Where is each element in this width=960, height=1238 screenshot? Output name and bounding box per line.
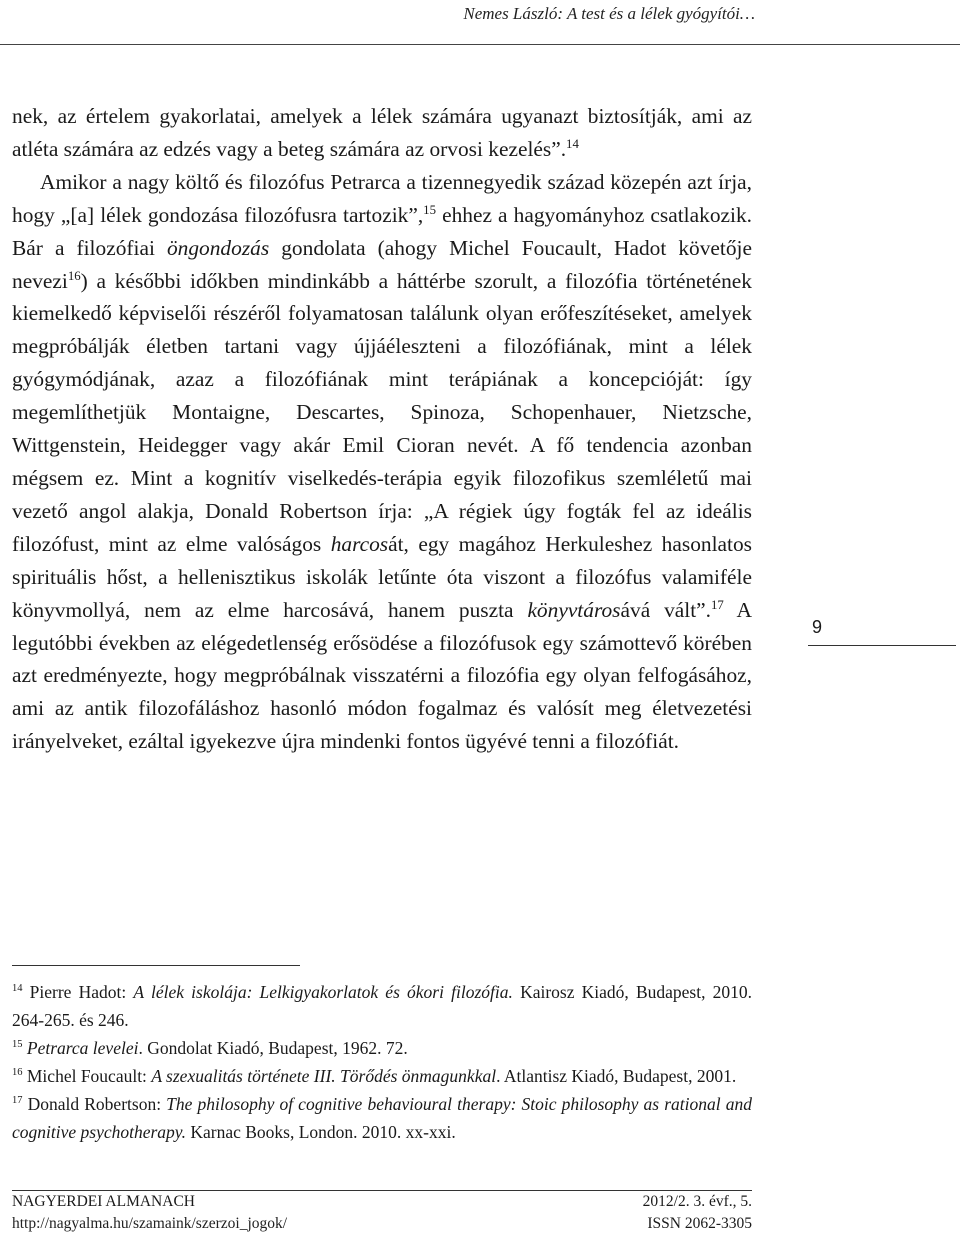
- paragraph-text: ) a későbbi időkben mindinkább a háttérbe szorult, a filozófia történetének kiemelkedő képviselői részéről folyamatosan találunk olyan erőfeszítéseket, amelyek megpróbálják életben tartani vagy újjáéleszteni a filozófiának, mint a lélek gyógymódjának, azaz a filozófiának mint terápiának a koncepcióját: így megemlíthetjük Montaigne, Descartes, Spinoza, Schopenhauer, Nietzsche, Wittgenstein, Heidegger vagy akár Emil Cioran nevét. A fő tendencia azonban mégsem ez. Mint a kognitív viselkedés-terápia egyik filozofikus szemléletű mai vezető angol alakja, Donald Robertson írja: „A régiek úgy fogták fel az ideális filozófust, mint az elme valóságos: [12, 268, 752, 556]
- footer-divider: [12, 1190, 752, 1191]
- paragraph-text: ehhez a hagyományhoz csatlakozik. Bár a filozófiai: [12, 202, 752, 260]
- footnote-16: [12, 1062, 752, 1090]
- footnote-text: . Atlantisz Kiadó, Budapest, 2001.: [496, 1066, 737, 1086]
- publication-name: NAGYERDEI ALMANACH: [12, 1193, 195, 1210]
- issn: ISSN 2062-3305: [647, 1215, 752, 1232]
- footnote-ref-17[interactable]: 17: [711, 597, 724, 612]
- footnote-text: Karnac Books, London. 2010. xx-xxi.: [185, 1122, 456, 1142]
- paragraph-text: ává vált”.: [620, 597, 711, 622]
- page-number: 9: [812, 617, 823, 637]
- footnote-number: 14: [12, 983, 23, 995]
- footnote-title: A szexualitás története III. Törődés önmagunkkal: [151, 1066, 497, 1086]
- footnotes: [12, 978, 752, 1146]
- footnote-text: Pierre Hadot:: [22, 982, 134, 1002]
- footnote-text: Donald Robertson:: [22, 1094, 167, 1114]
- footnote-title: A lélek iskolája: Lelkigyakorlatok és ókori filozófia.: [133, 982, 513, 1002]
- footnote-ref-14[interactable]: 14: [566, 136, 579, 151]
- italic-term: harcos: [330, 531, 389, 556]
- paragraph-continuation: [12, 100, 752, 166]
- italic-term: öngondozás: [166, 235, 270, 260]
- footnote-number: 17: [12, 1095, 23, 1107]
- footnote-14: [12, 978, 752, 1034]
- footnote-ref-15[interactable]: 15: [423, 202, 436, 217]
- copyright-link[interactable]: http://nagyalma.hu/szamaink/szerzoi_jogok/: [12, 1215, 288, 1232]
- footnote-text: Michel Foucault:: [22, 1066, 152, 1086]
- paragraph-text: gondolata (ahogy Michel Foucault, Hadot követője nevezi: [12, 235, 752, 293]
- footnote-number: 15: [12, 1039, 23, 1051]
- footnote-number: 16: [12, 1067, 23, 1079]
- body-text: [12, 100, 752, 758]
- footnote-text: Kairosz Kiadó, Budapest, 2010. 264-265. és 246.: [12, 982, 753, 1030]
- issue-info: 2012/2. 3. évf., 5.: [642, 1193, 752, 1210]
- footnote-separator: [12, 965, 300, 966]
- paragraph-text: Amikor a nagy költő és filozófus Petrarca a tizennegyedik század közepén azt írja, hogy „[a] lélek gondozása filozófusra tartozik”,: [12, 169, 752, 227]
- italic-term: könyvtáros: [527, 597, 621, 622]
- paragraph-petrarca: [12, 166, 752, 758]
- footnote-title: The philosophy of cognitive behavioural therapy: Stoic philosophy as rational and cognitive psychotherapy.: [12, 1094, 752, 1142]
- footnote-17: [12, 1090, 752, 1146]
- paragraph-text: A legutóbbi években az elégedetlenség erősödése a filozófusok egy számottevő körében azt eredményezte, hogy megpróbálnak visszatérni a filozófia egy olyan felfogásához, ami az antik filozofáláshoz hasonló módon fogalmaz és valósít meg életvezetési irányelveket, ezáltal igyekezve újra mindenki fontos ügyévé tenni a filozófiát.: [12, 597, 752, 754]
- footnote-title: Petrarca levelei: [22, 1038, 139, 1058]
- paragraph-text: nek, az értelem gyakorlatai, amelyek a lélek számára ugyanazt biztosítják, ami az atléta számára az edzés vagy a beteg számára az orvosi kezelés”.: [12, 104, 752, 161]
- header-divider: [0, 44, 960, 45]
- footnote-15: [12, 1034, 752, 1062]
- page-number-rule: [808, 645, 956, 646]
- running-title: Nemes László: A test és a lélek gyógyítói…: [463, 4, 755, 23]
- footnote-text: . Gondolat Kiadó, Budapest, 1962. 72.: [138, 1038, 408, 1058]
- footer-row-1: [12, 1193, 752, 1211]
- footer-row-2: [12, 1215, 752, 1233]
- footnote-ref-16[interactable]: 16: [67, 268, 81, 283]
- paragraph-text: át, egy magához Herkuleshez hasonlatos spirituális hőst, a hellenisztikus iskolák letűnte óta viszont a filozófus valamiféle könyvmollyá, nem az elme harcosává, hanem puszta: [12, 531, 752, 622]
